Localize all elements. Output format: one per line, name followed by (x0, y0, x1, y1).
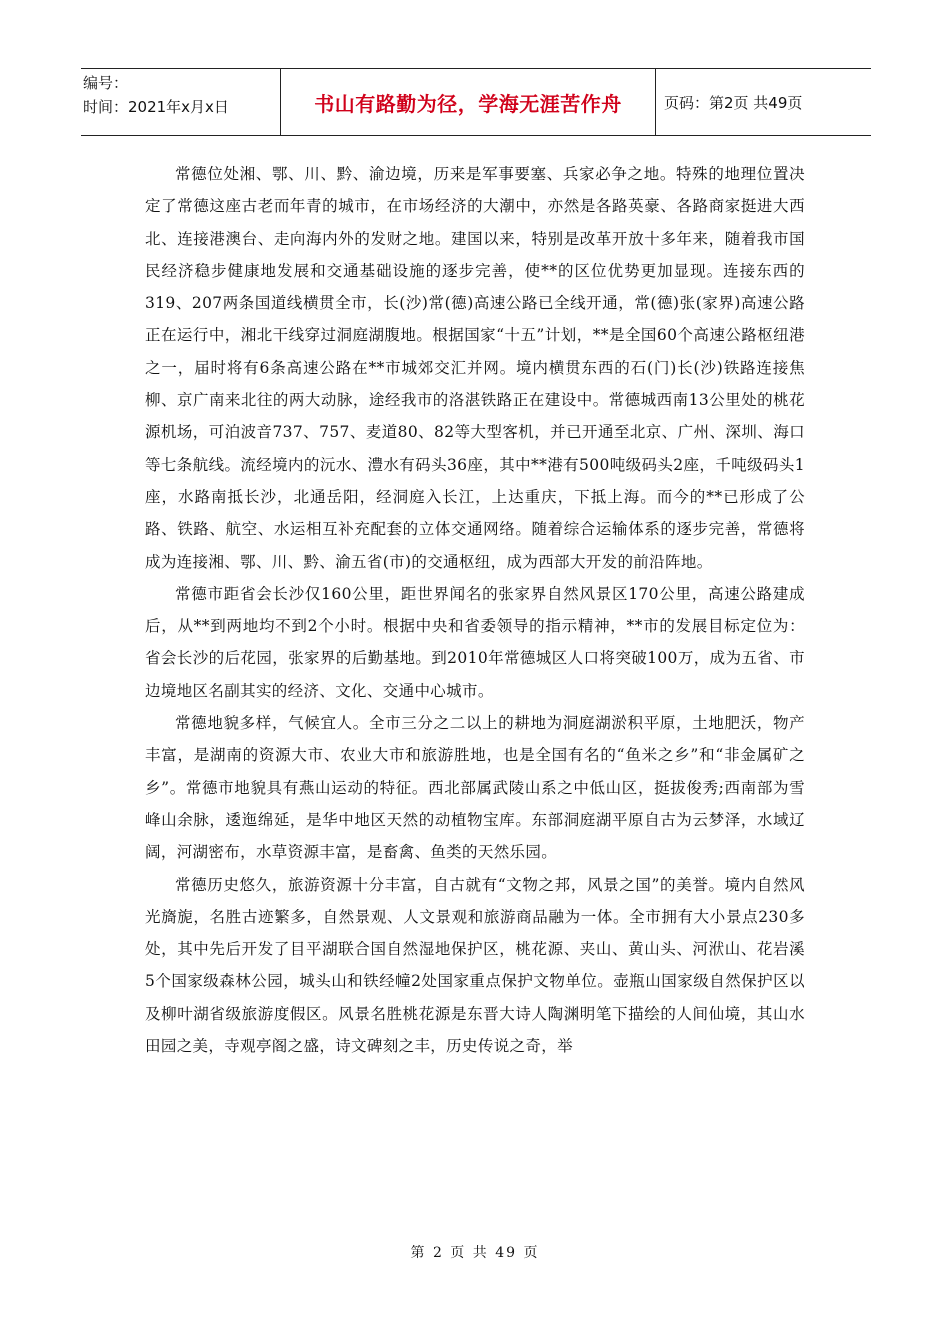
paragraph: 常德位处湘、鄂、川、黔、渝边境，历来是军事要塞、兵家必争之地。特殊的地理位置决定了常德这座古老而年青的城市，在市场经济的大潮中，亦然是各路英豪、各路商家挺进大西北、连接港澳台、走向海内外的发财之地。建国以来，特别是改革开放十多年来，随着我市国民经济稳步健康地发展和交通基础设施的逐步完善，使**的区位优势更加显现。连接东西的319、207两条国道线横贯全市，长(沙)常(德)高速公路已全线开通，常(德)张(家界)高速公路正在运行中，湘北干线穿过洞庭湖腹地。根据国家“十五”计划，**是全国60个高速公路枢纽港之一，届时将有6条高速公路在**市城郊交汇并网。境内横贯东西的石(门)长(沙)铁路连接焦柳、京广南来北往的两大动脉，途经我市的洛湛铁路正在建设中。常德城西南13公里处的桃花源机场，可泊波音737、757、麦道80、82等大型客机，并已开通至北京、广州、深圳、海口等七条航线。流经境内的沅水、澧水有码头36座，其中**港有500吨级码头2座，千吨级码头1座，水路南抵长沙，北通岳阳，经洞庭入长江，上达重庆，下抵上海。而今的**已形成了公路、铁路、航空、水运相互补充配套的立体交通网络。随着综合运输体系的逐步完善，常德将成为连接湘、鄂、川、黔、渝五省(市)的交通枢纽，成为西部大开发的前沿阵地。 (145, 165, 805, 571)
paragraph: 常德市距省会长沙仅160公里，距世界闻名的张家界自然风景区170公里，高速公路建成后，从**到两地均不到2个小时。根据中央和省委领导的指示精神，**市的发展目标定位为：省会长沙的后花园，张家界的后勤基地。到2010年常德城区人口将突破100万，成为五省、市边境地区名副其实的经济、文化、交通中心城市。 (145, 584, 805, 700)
header-page-info: 页码：第2页 共49页 (664, 93, 803, 112)
header-motto-cell (281, 69, 656, 135)
document-body (145, 158, 805, 1062)
header-motto: 书山有路勤为径，学海无涯苦作舟 (314, 91, 622, 116)
page-header (81, 68, 871, 136)
header-page-info-cell (656, 69, 871, 135)
page-footer: 第 2 页 共 49 页 (410, 1245, 540, 1261)
document-number-label: 编号： (83, 74, 129, 92)
document-date: 时间：2021年x月x日 (83, 98, 229, 116)
paragraph: 常德地貌多样，气候宜人。全市三分之二以上的耕地为洞庭湖淤积平原，土地肥沃，物产丰富，是湖南的资源大市、农业大市和旅游胜地，也是全国有名的“鱼米之乡”和“非金属矿之乡”。常德市地貌具有燕山运动的特征。西北部属武陵山系之中低山区，挺拔俊秀;西南部为雪峰山余脉，逶迤绵延，是华中地区天然的动植物宝库。东部洞庭湖平原自古为云梦泽，水域辽阔，河湖密布，水草资源丰富，是畜禽、鱼类的天然乐园。 (145, 714, 805, 862)
header-meta (81, 69, 281, 135)
paragraph: 常德历史悠久，旅游资源十分丰富，自古就有“文物之邦，风景之国”的美誉。境内自然风光旖旎，名胜古迹繁多，自然景观、人文景观和旅游商品融为一体。全市拥有大小景点230多处，其中先后开发了目平湖联合国自然湿地保护区，桃花源、夹山、黄山头、河洑山、花岩溪5个国家级森林公园，城头山和铁经幢2处国家重点保护文物单位。壶瓶山国家级自然保护区以及柳叶湖省级旅游度假区。风景名胜桃花源是东晋大诗人陶渊明笔下描绘的人间仙境，其山水田园之美，寺观亭阁之盛，诗文碑刻之丰，历史传说之奇，举 (145, 875, 805, 1056)
